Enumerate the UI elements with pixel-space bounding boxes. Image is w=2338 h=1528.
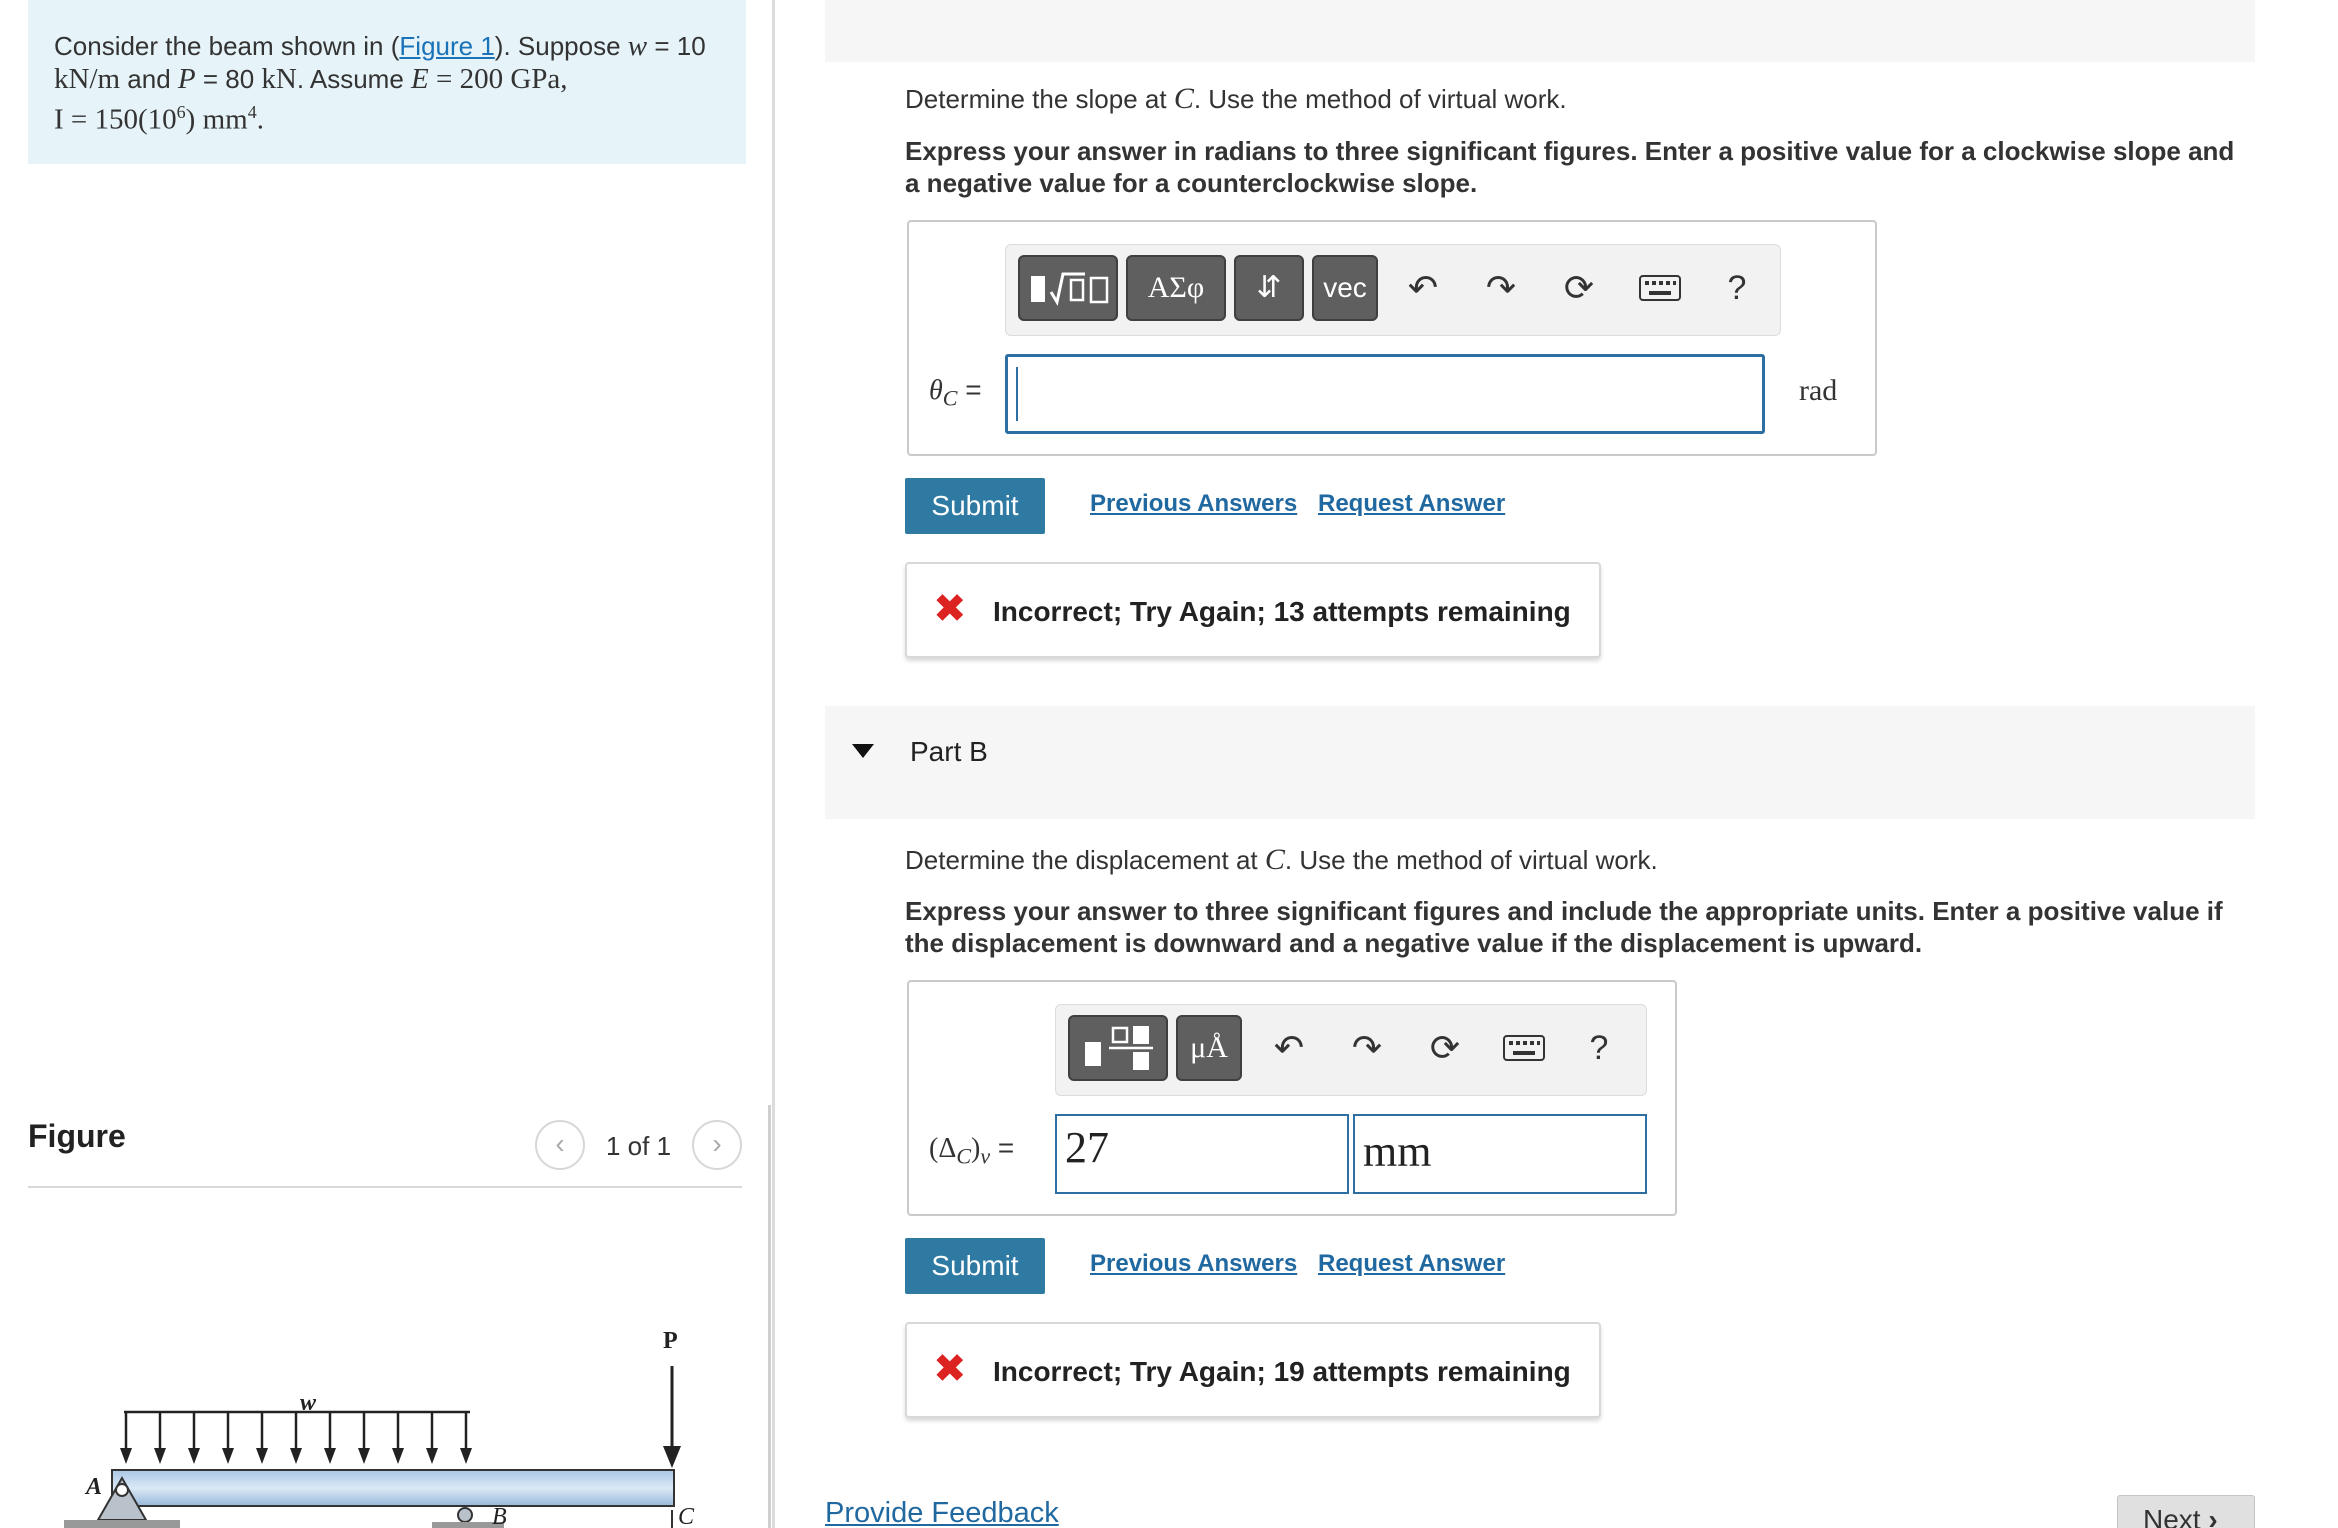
keyboard-icon[interactable] (1630, 255, 1690, 321)
part-b-instructions: Express your answer to three significant figures and include the appropriate units. Enter a positive value if the displacement is downward and a negative value if the displacement is upward. (905, 896, 2223, 958)
displacement-unit-input[interactable]: mm (1353, 1114, 1647, 1194)
beam-figure (60, 1310, 740, 1528)
chevron-right-icon: › (712, 1128, 722, 1159)
part-b-units-toolbar (1055, 1004, 1647, 1096)
problem-text: . Assume (296, 64, 411, 94)
undo-icon[interactable]: ↶ (1407, 267, 1439, 308)
theta-subscript: C (942, 385, 958, 411)
figure-link[interactable]: Figure 1 (399, 31, 495, 61)
prompt-text: . Use the method of virtual work. (1193, 84, 1567, 114)
prompt-variable: C (1173, 82, 1194, 115)
figure-counter: 1 of 1 (606, 1131, 672, 1161)
figure-prev-button[interactable] (535, 1120, 585, 1170)
reset-icon[interactable]: ⟳ (1563, 267, 1595, 308)
help-button[interactable]: ? (1727, 269, 1747, 307)
error-x-icon: ✖ (933, 1347, 967, 1391)
point-load-arrow (663, 1366, 681, 1468)
mm-exponent: 4 (247, 102, 257, 122)
figure-heading: Figure (28, 1118, 126, 1154)
i-close: ) mm (185, 103, 248, 136)
prompt-text: Determine the slope at (905, 84, 1174, 114)
chevron-right-icon: › (2208, 1504, 2218, 1528)
label-c: C (678, 1504, 695, 1528)
theta-c-label (929, 374, 982, 412)
redo-icon[interactable]: ↷ (1485, 267, 1517, 308)
left-panel (0, 0, 770, 1528)
label-w: w (300, 1390, 317, 1416)
greek-symbols-button[interactable]: ΑΣφ (1126, 255, 1226, 321)
part-b-previous-answers-link[interactable]: Previous Answers (1090, 1250, 1298, 1277)
label-b: B (492, 1504, 507, 1528)
i-end: . (256, 103, 264, 136)
part-a-answer-box (907, 220, 1877, 456)
problem-line-1 (54, 30, 721, 63)
figure-next-button[interactable] (692, 1120, 742, 1170)
part-a-math-toolbar (1005, 244, 1781, 336)
fraction-sqrt-icon (1023, 264, 1113, 314)
distributed-load-arrows (120, 1412, 472, 1464)
part-b-answer-box (907, 980, 1677, 1216)
w-variable: w (627, 30, 648, 62)
i-expression: I = 150(10 (54, 103, 177, 136)
equals-sign: = (990, 1132, 1015, 1163)
theta-c-input[interactable] (1005, 354, 1765, 434)
delta-close: ) (971, 1133, 981, 1164)
redo-icon[interactable]: ↷ (1351, 1027, 1383, 1068)
part-a-request-answer-link[interactable]: Request Answer (1318, 490, 1506, 517)
templates-button[interactable] (1068, 1015, 1168, 1081)
help-button[interactable]: ? (1589, 1029, 1609, 1067)
next-button[interactable] (2117, 1495, 2255, 1528)
problem-line-3 (54, 96, 721, 137)
delta-cv-label (929, 1132, 1014, 1170)
delta-subscript: C (956, 1143, 972, 1169)
undo-icon[interactable]: ↶ (1273, 1027, 1305, 1068)
part-a-feedback (905, 562, 1601, 658)
unit-kn: kN (261, 63, 297, 95)
part-a-instructions: Express your answer in radians to three significant figures. Enter a positive value for a clockwise slope and a negative value for a counterclockwise slope. (905, 136, 2235, 198)
problem-text: = 10 (647, 31, 706, 61)
unit-rad: rad (1799, 374, 1838, 407)
part-a-header[interactable] (825, 0, 2255, 62)
part-a-previous-answers-link[interactable]: Previous Answers (1090, 490, 1298, 517)
part-b-title: Part B (910, 736, 988, 767)
theta-symbol: θ (929, 375, 943, 406)
i-exponent: 6 (176, 102, 186, 122)
templates-button[interactable] (1018, 255, 1118, 321)
reset-icon[interactable]: ⟳ (1429, 1027, 1461, 1068)
part-b-header[interactable] (825, 706, 2255, 819)
part-b-feedback (905, 1322, 1601, 1418)
part-b-prompt (905, 843, 1658, 877)
part-b-request-answer-link[interactable]: Request Answer (1318, 1250, 1506, 1277)
prompt-text: Determine the displacement at (905, 845, 1265, 875)
e-variable: E (411, 63, 429, 95)
problem-text: = 200 GPa, (428, 63, 568, 95)
label-p: P (663, 1328, 678, 1354)
text-cursor (1016, 367, 1018, 421)
p-variable: P (177, 63, 196, 95)
panel-divider (772, 0, 775, 1528)
fraction-units-icon (1073, 1022, 1163, 1076)
problem-line-2 (54, 63, 721, 96)
figure-divider (28, 1186, 742, 1188)
unit-kn-per-m: kN/m (54, 63, 121, 95)
provide-feedback-link[interactable]: Provide Feedback (825, 1497, 1059, 1528)
delta-open: (Δ (929, 1133, 957, 1164)
prompt-text: . Use the method of virtual work. (1284, 845, 1658, 875)
units-button[interactable]: μÅ (1176, 1015, 1242, 1081)
label-a: A (86, 1474, 103, 1500)
part-b-feedback-message: Incorrect; Try Again; 19 attempts remaining (993, 1356, 1571, 1387)
prompt-variable: C (1264, 843, 1285, 876)
problem-text: Consider the beam shown in ( (54, 31, 400, 61)
arrows-button[interactable]: ⇵ (1234, 255, 1304, 321)
next-label: Next (2143, 1504, 2201, 1528)
delta-subscript-v: v (980, 1143, 991, 1169)
chevron-left-icon: ‹ (555, 1128, 565, 1159)
panel-scrollbar[interactable] (768, 1105, 771, 1528)
part-a-submit-button[interactable]: Submit (905, 478, 1045, 534)
beam (112, 1470, 674, 1506)
problem-text: and (120, 64, 178, 94)
part-b-submit-button[interactable]: Submit (905, 1238, 1045, 1294)
collapse-triangle-icon (852, 744, 874, 758)
equals-sign: = (957, 374, 982, 405)
problem-text: = 80 (195, 64, 262, 94)
problem-statement (28, 0, 746, 164)
problem-text: ). Suppose (494, 31, 628, 61)
displacement-value-input[interactable]: 27 (1055, 1114, 1349, 1194)
error-x-icon: ✖ (933, 587, 967, 631)
part-a-feedback-message: Incorrect; Try Again; 13 attempts remaining (993, 596, 1571, 627)
vector-button[interactable]: vec (1312, 255, 1378, 321)
keyboard-icon[interactable] (1494, 1015, 1554, 1081)
part-a-prompt (905, 82, 1567, 116)
